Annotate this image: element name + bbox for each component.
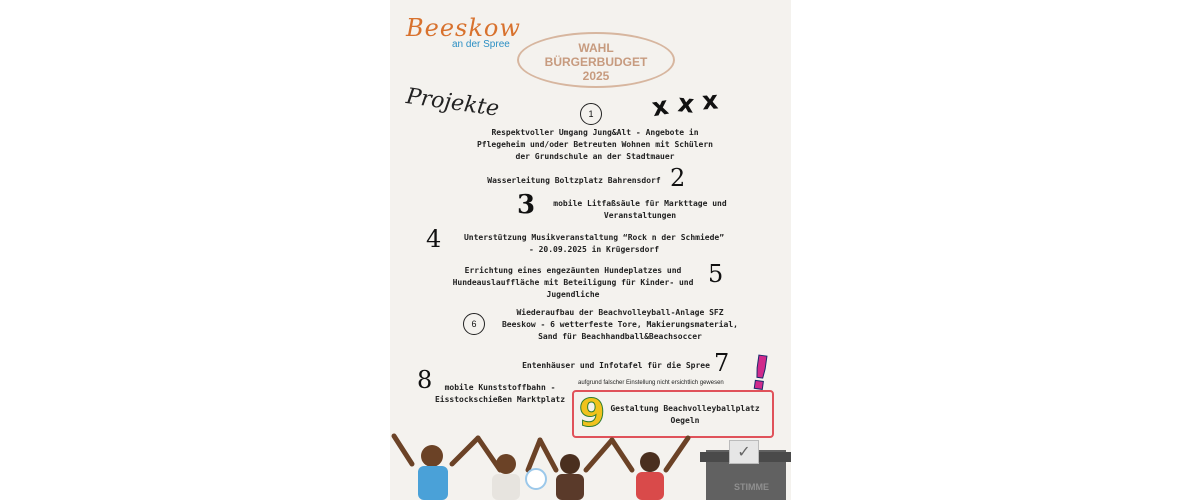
project-8-line: mobile Kunststoffbahn - — [444, 383, 556, 392]
logo-subtitle: an der Spree — [452, 39, 510, 50]
project-1-text — [450, 127, 740, 163]
badge-icon — [525, 468, 547, 490]
x-mark-icon: x — [676, 88, 696, 119]
project-4-line: Unterstützung Musikveranstaltung “Rock n der Schmiede” — [463, 233, 725, 242]
ballot-text: STIMME — [734, 482, 769, 492]
project-4-line: - 20.09.2025 in Krügersdorf — [528, 245, 660, 254]
children-illustration — [390, 430, 700, 500]
project-3-text — [540, 198, 740, 222]
project-number-2: 2 — [670, 164, 686, 192]
project-3-line: mobile Litfaßsäule für Markttage und — [553, 199, 727, 208]
project-number-7: 7 — [714, 349, 730, 377]
project-9-text — [604, 403, 766, 427]
project-1-line: der Grundschule an der Stadtmauer — [515, 152, 675, 161]
project-number-9: 9 — [578, 391, 606, 435]
logo-wordmark: Beeskow — [406, 14, 521, 42]
project-6-line: Sand für Beachhandball&Beachsoccer — [538, 332, 702, 341]
project-5-text — [443, 265, 703, 301]
project-number-3: 3 — [517, 190, 536, 220]
project-6-line: Wiederaufbau der Beachvolleyball-Anlage SFZ — [516, 308, 724, 317]
project-1-line: Respektvoller Umgang Jung&Alt - Angebote in — [491, 128, 699, 137]
project-7-line: Entenhäuser und Infotafel für die Spree — [522, 361, 710, 370]
project-9-line: Gestaltung Beachvolleyballplatz — [610, 404, 760, 413]
project-5-line: Errichtung eines engezäunten Hundeplatzes und — [464, 266, 682, 275]
section-label: Projekte — [404, 84, 501, 122]
project-9-line: Oegeln — [670, 416, 700, 425]
x-mark-icon: x — [649, 90, 671, 123]
poster — [390, 0, 791, 500]
note-text: aufgrund falscher Einstellung nicht ersichtlich gewesen — [578, 380, 724, 386]
project-6-text — [488, 307, 752, 343]
project-7-text — [516, 360, 716, 372]
project-8-line: Eisstockschießen Marktplatz — [434, 395, 566, 404]
ballot-check-icon: ✓ — [729, 440, 759, 464]
project-4-text — [450, 232, 738, 256]
project-number-1: 1 — [580, 103, 602, 125]
project-8-text — [428, 382, 572, 406]
project-number-6: 6 — [463, 313, 485, 335]
title-line-2: BÜRGERBUDGET — [544, 55, 648, 69]
project-number-5: 5 — [708, 260, 724, 288]
project-number-4: 4 — [426, 225, 442, 253]
project-2-line: Wasserleitung Boltzplatz Bahrensdorf — [487, 176, 661, 185]
project-5-line: Hundeauslauffläche mit Beteiligung für Kinder- und — [452, 278, 694, 287]
project-1-line: Pflegeheim und/oder Betreuten Wohnen mit Schülern — [476, 140, 713, 149]
exclamation-icon: ! — [746, 344, 775, 402]
x-mark-icon: x — [701, 85, 720, 116]
project-6-line: Beeskow - 6 wetterfeste Tore, Makierungsmaterial, — [501, 320, 738, 329]
project-3-line: Veranstaltungen — [603, 211, 677, 220]
project-number-8: 8 — [417, 366, 433, 394]
title-oval — [517, 32, 675, 88]
title-line-1: WAHL — [578, 41, 614, 55]
project-5-line: Jugendliche — [546, 290, 600, 299]
title-line-3: 2025 — [582, 69, 610, 83]
project-2-text — [478, 175, 670, 187]
